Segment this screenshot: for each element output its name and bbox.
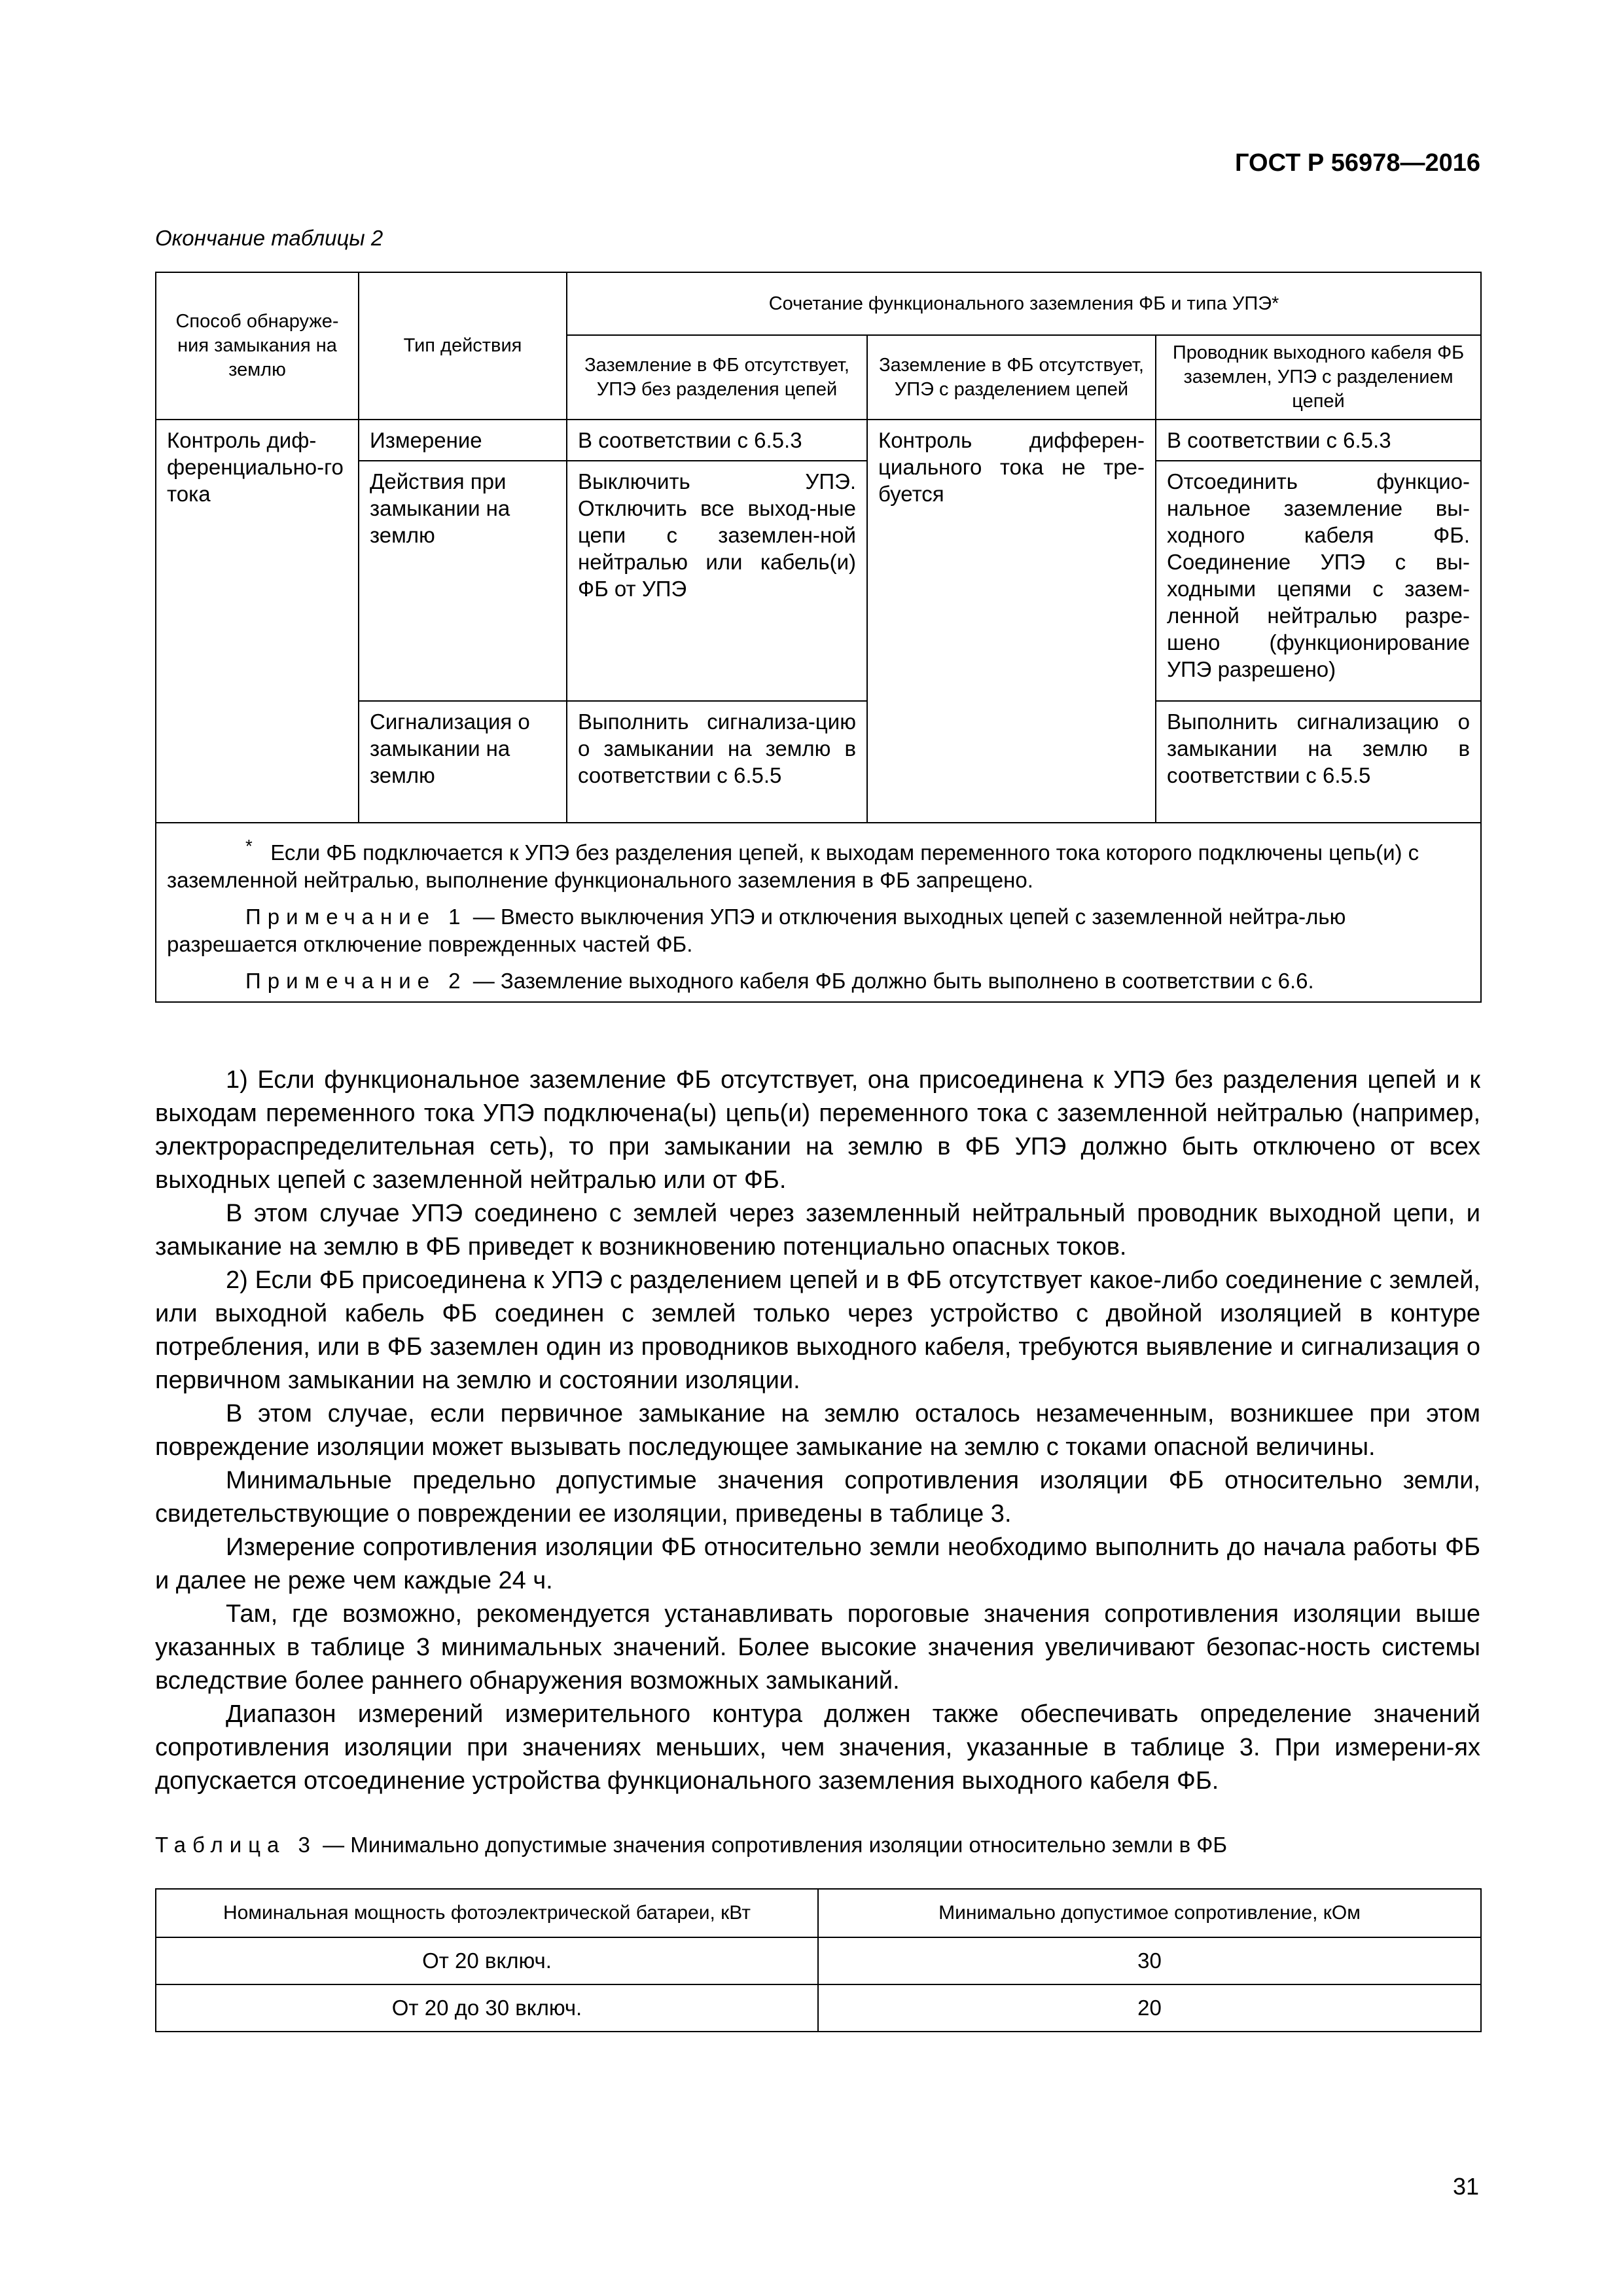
cell-col2-merged: Контроль дифферен-циального тока не тре-буется xyxy=(867,420,1156,823)
table3-caption-text: — Минимально допустимые значения сопротивления изоляции относительно земли в ФБ xyxy=(323,1833,1228,1857)
paragraph: Диапазон измерений измерительного контура должен также обеспечивать определение значений сопротивления изоляции при значениях меньших, чем значения, указанные в таблице 3. При измерени-ях допускается отсоединение устройства функционального заземления выходного кабеля ФБ. xyxy=(155,1700,1480,1795)
table-row xyxy=(156,1984,1481,2032)
method-cell: Контроль диф-ференциально-го тока xyxy=(156,420,359,823)
paragraph: 1) Если функциональное заземление ФБ отсутствует, она присоединена к УПЭ без разделения цепей и к выходам переменного тока УПЭ подключена(ы) цепь(и) переменного тока с заземленной нейтралью (например, электрораспределительная сеть), то при замыкании на землю в ФБ УПЭ должно быть отключено от всех выходных цепей с заземленной нейтралью или от ФБ. xyxy=(155,1066,1480,1194)
cell-col3: Выполнить сигнализацию о замыкании на землю в соответствии с 6.5.5 xyxy=(1156,701,1481,823)
header-sub-2: Заземление в ФБ отсутствует, УПЭ с разделением цепей xyxy=(867,335,1156,420)
paragraph: Минимальные предельно допустимые значения сопротивления изоляции ФБ относительно земли, свидетельствующие о повреждении ее изоляции, приведены в таблице 3. xyxy=(155,1467,1480,1528)
note1-text: — Вместо выключения УПЭ и отключения выходных цепей с заземленной нейтра-лью разрешается отключение поврежденных частей ФБ. xyxy=(167,905,1346,956)
paragraph: Измерение сопротивления изоляции ФБ относительно земли необходимо выполнить до начала работы ФБ и далее не реже чем каждые 24 ч. xyxy=(155,1534,1480,1594)
table3-cell: 20 xyxy=(818,1984,1481,2032)
table2-caption: Окончание таблицы 2 xyxy=(155,226,383,250)
paragraph: В этом случае, если первичное замыкание на землю осталось незамеченным, возникшее при этом повреждение изоляции может вызывать последующее замыкание на землю с токами опасной величины. xyxy=(155,1400,1480,1461)
table2-footnotes xyxy=(156,823,1481,1002)
table3 xyxy=(155,1888,1482,2032)
cell-col3: В соответствии с 6.5.3 xyxy=(1156,420,1481,461)
paragraph: В этом случае УПЭ соединено с землей через заземленный нейтральный проводник выходной цепи, и замыкание на землю в ФБ приведет к возникновению потенциально опасных токов. xyxy=(155,1200,1480,1261)
paragraph: 2) Если ФБ присоединена к УПЭ с разделением цепей и в ФБ отсутствует какое-либо соединение с землей, или выходной кабель ФБ соединен с землей только через устройство с двойной изоляцией в контуре потребления, или в ФБ заземлен один из проводников выходного кабеля, требуются выявление и сигнализация о первичном замыкании на землю и состоянии изоляции. xyxy=(155,1266,1480,1394)
table3-header-power: Номинальная мощность фотоэлектрической батареи, кВт xyxy=(156,1889,818,1937)
note2-label: Примечание 2 xyxy=(245,969,467,993)
page-number: 31 xyxy=(1452,2173,1479,2200)
table3-cell: От 20 до 30 включ. xyxy=(156,1984,818,2032)
header-sub-1: Заземление в ФБ отсутствует, УПЭ без разделения цепей xyxy=(567,335,867,420)
header-sub-3: Проводник выходного кабеля ФБ заземлен, УПЭ с разделением цепей xyxy=(1156,335,1481,420)
header-combination: Сочетание функционального заземления ФБ и типа УПЭ* xyxy=(567,272,1481,335)
cell-col3: Отсоединить функцио-нальное заземление вы-ходного кабеля ФБ. Соединение УПЭ с вы-ходными цепями с зазем-ленной нейтралью разре-шено (функционирование УПЭ разрешено) xyxy=(1156,461,1481,701)
table2 xyxy=(155,272,1482,1003)
cell-col1: Выполнить сигнализа-цию о замыкании на землю в соответствии с 6.5.5 xyxy=(567,701,867,823)
table3-cell: От 20 включ. xyxy=(156,1937,818,1984)
table-row xyxy=(156,1937,1481,1984)
footnote-text: Если ФБ подключается к УПЭ без разделения цепей, к выходам переменного тока которого подключены цепь(и) с заземленной нейтралью, выполнение функционального заземления в ФБ запрещено. xyxy=(167,840,1419,892)
action-cell: Измерение xyxy=(359,420,567,461)
table3-caption xyxy=(155,1833,1227,1857)
table3-cell: 30 xyxy=(818,1937,1481,1984)
note1-label: Примечание 1 xyxy=(245,905,467,929)
table3-caption-label: Таблица 3 xyxy=(155,1833,317,1857)
body-text xyxy=(155,1064,1480,1798)
header-method: Способ обнаруже-ния замыкания на землю xyxy=(156,272,359,420)
table3-header-resistance: Минимально допустимое сопротивление, кОм xyxy=(818,1889,1481,1937)
footnote-mark: * xyxy=(245,836,253,856)
cell-col1: Выключить УПЭ. Отключить все выход-ные цепи с заземлен-ной нейтралью или кабель(и) ФБ от УПЭ xyxy=(567,461,867,701)
header-action-type: Тип действия xyxy=(359,272,567,420)
paragraph: Там, где возможно, рекомендуется устанавливать пороговые значения сопротивления изоляции выше указанных в таблице 3 минимальных значений. Более высокие значения увеличивают безопас-ность системы вследствие более раннего обнаружения возможных замыканий. xyxy=(155,1600,1480,1695)
action-cell: Действия при замыкании на землю xyxy=(359,461,567,701)
action-cell: Сигнализация о замыкании на землю xyxy=(359,701,567,823)
document-number: ГОСТ Р 56978—2016 xyxy=(1235,149,1480,177)
note2-text: — Заземление выходного кабеля ФБ должно быть выполнено в соответствии с 6.6. xyxy=(473,969,1314,993)
cell-col1: В соответствии с 6.5.3 xyxy=(567,420,867,461)
